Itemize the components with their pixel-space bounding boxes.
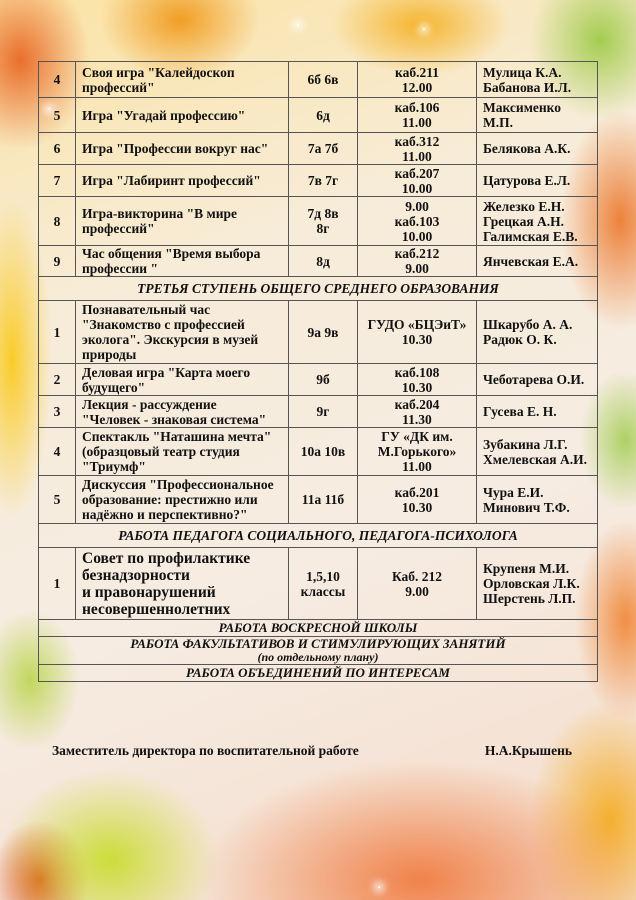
event-title-cell (76, 133, 289, 165)
second-stage-rows (39, 62, 598, 277)
event-title-line: образование: престижно или (82, 492, 258, 507)
class-groups-cell (289, 133, 358, 165)
event-title-line: эколога". Экскурсия в музей (82, 332, 259, 347)
signature-position: Заместитель директора по воспитательной работе (52, 743, 359, 758)
event-title-cell (76, 62, 289, 98)
section-header-social-psychologist: РАБОТА ПЕДАГОГА СОЦИАЛЬНОГО, ПЕДАГОГА-ПСИХОЛОГА (39, 524, 598, 548)
place-time-cell (358, 396, 477, 428)
responsible-persons-cell (477, 548, 598, 620)
event-title-cell (76, 301, 289, 364)
event-title-cell (76, 548, 289, 620)
sparkle-decoration (423, 28, 425, 30)
table-row (39, 197, 598, 246)
class-groups-line: классы (300, 583, 346, 599)
class-groups-line: 7д 8в (307, 206, 339, 221)
responsible-persons-line: Крупеня М.И. (483, 561, 570, 576)
table-row (39, 246, 598, 277)
event-title-cell (76, 165, 289, 197)
event-title-line: природы (82, 347, 137, 362)
class-groups-line: 1,5,10 (306, 568, 340, 584)
event-title-cell (76, 246, 289, 277)
third-stage-rows (39, 301, 598, 524)
event-title-cell (76, 98, 289, 133)
event-title-line: и правонарушений (82, 583, 216, 601)
place-time-line: 11.30 (402, 411, 432, 427)
responsible-persons-line: Орловская Л.К. (483, 576, 580, 591)
class-groups-cell (289, 62, 358, 98)
responsible-persons-line: Минович Т.Ф. (483, 499, 570, 515)
responsible-persons-cell (477, 476, 598, 524)
responsible-persons-cell (477, 301, 598, 364)
responsible-persons-cell (477, 165, 598, 197)
place-time-line: 9.00 (405, 583, 429, 599)
event-title-line: Своя игра "Калейдоскоп (82, 64, 235, 80)
class-groups-line: 7а 7б (307, 141, 339, 156)
place-time-cell (358, 548, 477, 620)
section-misc (39, 620, 598, 682)
electives-note: (по отдельному плану) (257, 650, 379, 664)
place-time-cell (358, 476, 477, 524)
row-number-cell: 1 (39, 548, 76, 620)
responsible-persons-line: Цатурова Е.Л. (483, 173, 571, 188)
responsible-persons-cell (477, 197, 598, 246)
class-groups-cell (289, 476, 358, 524)
place-time-line: 11.00 (402, 459, 432, 474)
place-time-cell (358, 301, 477, 364)
place-time-line: 11.00 (402, 148, 432, 164)
class-groups-cell (289, 428, 358, 476)
place-time-line: каб.204 (394, 396, 440, 412)
table-row (39, 98, 598, 133)
signature-name: Н.А.Крышень (484, 743, 572, 758)
event-title-line: Игра "Лабиринт профессий" (82, 173, 261, 188)
class-groups-cell (289, 548, 358, 620)
table-row (39, 548, 598, 620)
event-schedule-table (38, 61, 598, 682)
place-time-line: каб.201 (394, 484, 440, 500)
place-time-line: 12.00 (401, 79, 433, 95)
responsible-persons-line: Радюк О. К. (483, 332, 557, 347)
event-title-line: Познавательный час (82, 302, 211, 317)
table-row (39, 165, 598, 197)
row-number-cell: 6 (39, 133, 76, 165)
event-title-line: Игра "Угадай профессию" (82, 107, 246, 123)
row-number-cell: 2 (39, 364, 76, 396)
responsible-persons-line: Мулица К.А. (483, 64, 562, 80)
event-title-cell (76, 197, 289, 246)
event-title-line: будущего" (82, 379, 146, 395)
place-time-line: каб.212 (394, 246, 440, 261)
responsible-persons-line: Чеботарева О.И. (483, 372, 585, 387)
place-time-line: 9.00 (405, 261, 429, 276)
section-social (39, 524, 598, 548)
event-title-line: Лекция - рассуждение (82, 396, 217, 412)
class-groups-cell (289, 246, 358, 277)
place-time-line: каб.108 (394, 364, 440, 380)
event-title-line: Игра "Профессии вокруг нас" (82, 141, 269, 156)
place-time-line: 10.00 (401, 180, 433, 196)
responsible-persons-cell (477, 396, 598, 428)
responsible-persons-line: Янчевская Е.А. (483, 253, 579, 269)
class-groups-line: 8г (316, 221, 330, 236)
event-title-line: надёжно и перспективно?" (82, 507, 248, 522)
responsible-persons-line: Бабанова И.Л. (483, 79, 572, 95)
responsible-persons-line: Хмелевская А.И. (483, 451, 587, 467)
responsible-persons-line: Шерстень Л.П. (483, 591, 576, 606)
event-title-line: "Человек - знаковая система" (82, 411, 267, 427)
table-row (39, 62, 598, 98)
table-row (39, 428, 598, 476)
sparkle-decoration (297, 24, 299, 26)
section-header-sunday-school: РАБОТА ВОСКРЕСНОЙ ШКОЛЫ (39, 620, 598, 637)
class-groups-line: 6д (316, 107, 330, 123)
class-groups-cell (289, 165, 358, 197)
event-title-line: Спектакль "Наташина мечта" (82, 429, 272, 444)
row-number-cell: 7 (39, 165, 76, 197)
event-title-line: профессии " (82, 261, 158, 276)
responsible-persons-line: Зубакина Л.Г. (483, 436, 568, 452)
section-header-third-stage: ТРЕТЬЯ СТУПЕНЬ ОБЩЕГО СРЕДНЕГО ОБРАЗОВАНИЯ (39, 277, 598, 301)
section-header-electives (39, 637, 598, 665)
section-header-clubs: РАБОТА ОБЪЕДИНЕНИЙ ПО ИНТЕРЕСАМ (39, 665, 598, 682)
responsible-persons-line: Гусева Е. Н. (483, 404, 557, 419)
event-title-line: Час общения "Время выбора (82, 246, 261, 261)
responsible-persons-cell (477, 133, 598, 165)
event-title-line: профессий" (82, 221, 155, 236)
class-groups-line: 11а 11б (301, 492, 345, 507)
class-groups-cell (289, 197, 358, 246)
event-title-line: "Триумф" (82, 459, 146, 474)
row-number-cell: 1 (39, 301, 76, 364)
class-groups-line: 9а 9в (307, 324, 339, 340)
row-number-cell: 5 (39, 476, 76, 524)
place-time-line: 9.00 (405, 198, 429, 214)
place-time-cell (358, 246, 477, 277)
place-time-cell (358, 98, 477, 133)
table-row (39, 133, 598, 165)
class-groups-line: 8д (316, 253, 330, 269)
class-groups-line: 7в 7г (307, 173, 339, 188)
row-number-cell: 3 (39, 396, 76, 428)
place-time-line: каб.106 (394, 100, 440, 115)
responsible-persons-line: Шкарубо А. А. (483, 317, 573, 332)
event-title-cell (76, 476, 289, 524)
event-title-cell (76, 364, 289, 396)
signature-block (52, 743, 572, 759)
row-number-cell: 5 (39, 98, 76, 133)
place-time-line: 10.30 (401, 332, 433, 347)
class-groups-cell (289, 364, 358, 396)
responsible-persons-line: Галимская Е.В. (483, 228, 578, 244)
place-time-line: каб.207 (394, 165, 440, 181)
class-groups-line: 6б 6в (307, 72, 339, 87)
place-time-line: каб.312 (394, 133, 440, 149)
responsible-persons-cell (477, 62, 598, 98)
event-title-line: (образцовый театр студия (82, 444, 240, 459)
event-title-cell (76, 396, 289, 428)
row-number-cell: 4 (39, 428, 76, 476)
section-third-stage (39, 277, 598, 301)
place-time-line: каб.211 (395, 64, 439, 80)
table-row (39, 396, 598, 428)
place-time-line: М.Горького» (377, 444, 457, 459)
event-title-line: несовершеннолетних (82, 600, 231, 618)
row-number-cell: 4 (39, 62, 76, 98)
place-time-line: 11.00 (402, 115, 432, 130)
table-row (39, 364, 598, 396)
place-time-cell (358, 62, 477, 98)
row-number-cell: 9 (39, 246, 76, 277)
class-groups-cell (289, 98, 358, 133)
responsible-persons-line: М.П. (483, 115, 513, 130)
class-groups-cell (289, 301, 358, 364)
responsible-persons-line: Максименко (483, 100, 562, 115)
event-title-line: Совет по профилактике (82, 549, 251, 567)
responsible-persons-line: Чура Е.И. (483, 484, 544, 500)
sparkle-decoration (378, 886, 380, 888)
event-title-line: Деловая игра "Карта моего (82, 364, 251, 380)
place-time-cell (358, 364, 477, 396)
class-groups-line: 9б (316, 372, 330, 387)
responsible-persons-cell (477, 98, 598, 133)
responsible-persons-line: Грецкая А.Н. (483, 213, 565, 229)
table-row (39, 301, 598, 364)
event-title-cell (76, 428, 289, 476)
event-title-line: Игра-викторина "В мире (82, 206, 237, 221)
class-groups-line: 9г (316, 404, 330, 419)
place-time-line: 10.00 (401, 228, 433, 244)
place-time-line: 10.30 (401, 379, 433, 395)
class-groups-cell (289, 396, 358, 428)
place-time-cell (358, 428, 477, 476)
responsible-persons-cell (477, 246, 598, 277)
place-time-cell (358, 197, 477, 246)
responsible-persons-line: Белякова А.К. (483, 141, 571, 156)
responsible-persons-cell (477, 428, 598, 476)
place-time-line: ГУДО «БЦЭиТ» (367, 317, 467, 332)
place-time-line: каб.103 (394, 213, 440, 229)
responsible-persons-line: Железко Е.Н. (483, 198, 565, 214)
place-time-line: ГУ «ДК им. (381, 429, 453, 444)
place-time-cell (358, 133, 477, 165)
table-row (39, 476, 598, 524)
place-time-line: Каб. 212 (391, 568, 443, 584)
electives-title: РАБОТА ФАКУЛЬТАТИВОВ И СТИМУЛИРУЮЩИХ ЗАНЯТИЙ (130, 636, 506, 651)
place-time-line: 10.30 (401, 499, 433, 515)
event-title-line: Дискуссия "Профессиональное (82, 477, 274, 492)
event-title-line: "Знакомство с профессией (82, 317, 245, 332)
responsible-persons-cell (477, 364, 598, 396)
social-rows (39, 548, 598, 620)
event-title-line: профессий" (82, 79, 155, 95)
event-title-line: безнадзорности (82, 566, 190, 584)
row-number-cell: 8 (39, 197, 76, 246)
class-groups-line: 10а 10в (300, 444, 346, 459)
place-time-cell (358, 165, 477, 197)
